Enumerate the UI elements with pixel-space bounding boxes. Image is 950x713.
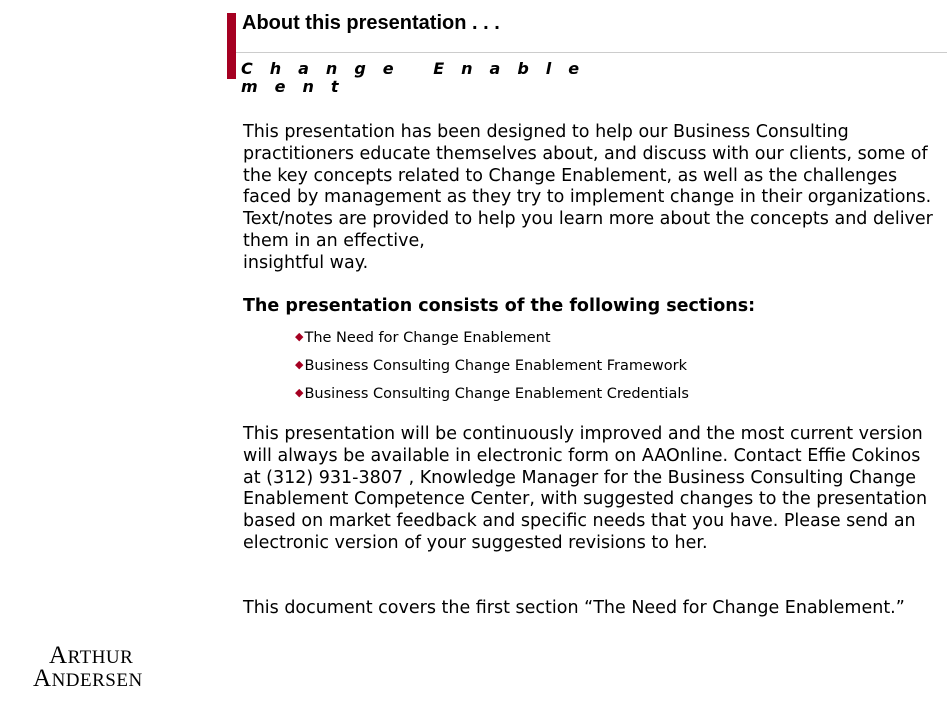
sections-heading: The presentation consists of the following sections: [243, 296, 756, 316]
section-label: Business Consulting Change Enablement Credentials [304, 386, 689, 402]
section-label: The Need for Change Enablement [304, 330, 551, 346]
arthur-andersen-logo [33, 642, 143, 692]
section-item [295, 383, 689, 411]
title-divider [236, 52, 947, 53]
diamond-icon: ◆ [295, 386, 304, 399]
logo-line-andersen: ANDERSEN [33, 665, 143, 692]
sections-list [295, 327, 689, 411]
page-title: About this presentation . . . [242, 12, 500, 34]
title-accent-bar [227, 13, 236, 79]
logo-line-arthur: ARTHUR [49, 642, 134, 669]
section-item [295, 355, 689, 383]
improvement-paragraph: This presentation will be continuously improved and the most current version will always be available in electronic form on AAOnline. Contact Effie Cokinos at (312) 931-3807 , Knowledge Manager for the Business Consulting Change Enablement Competence Center, with suggested changes to the presentation based on market feedback and specific needs that you have. Please send an electronic version of your suggested revisions to her. [243, 424, 928, 553]
section-item [295, 327, 689, 355]
section-label: Business Consulting Change Enablement Framework [304, 358, 688, 374]
diamond-icon: ◆ [295, 358, 304, 371]
diamond-icon: ◆ [295, 330, 304, 343]
page-subtitle: Change Enablement [241, 59, 597, 96]
closing-paragraph: This document covers the first section “The Need for Change Enablement.” [243, 598, 905, 618]
intro-paragraph: This presentation has been designed to help our Business Consulting practitioners educate themselves about, and discuss with our clients, some of the key concepts related to Change Enablement, as well as the challenges faced by management as they try to implement change in their organizations. Text/notes are provided to help you learn more about the concepts and deliver them in an effective, insightful way. [243, 122, 933, 273]
